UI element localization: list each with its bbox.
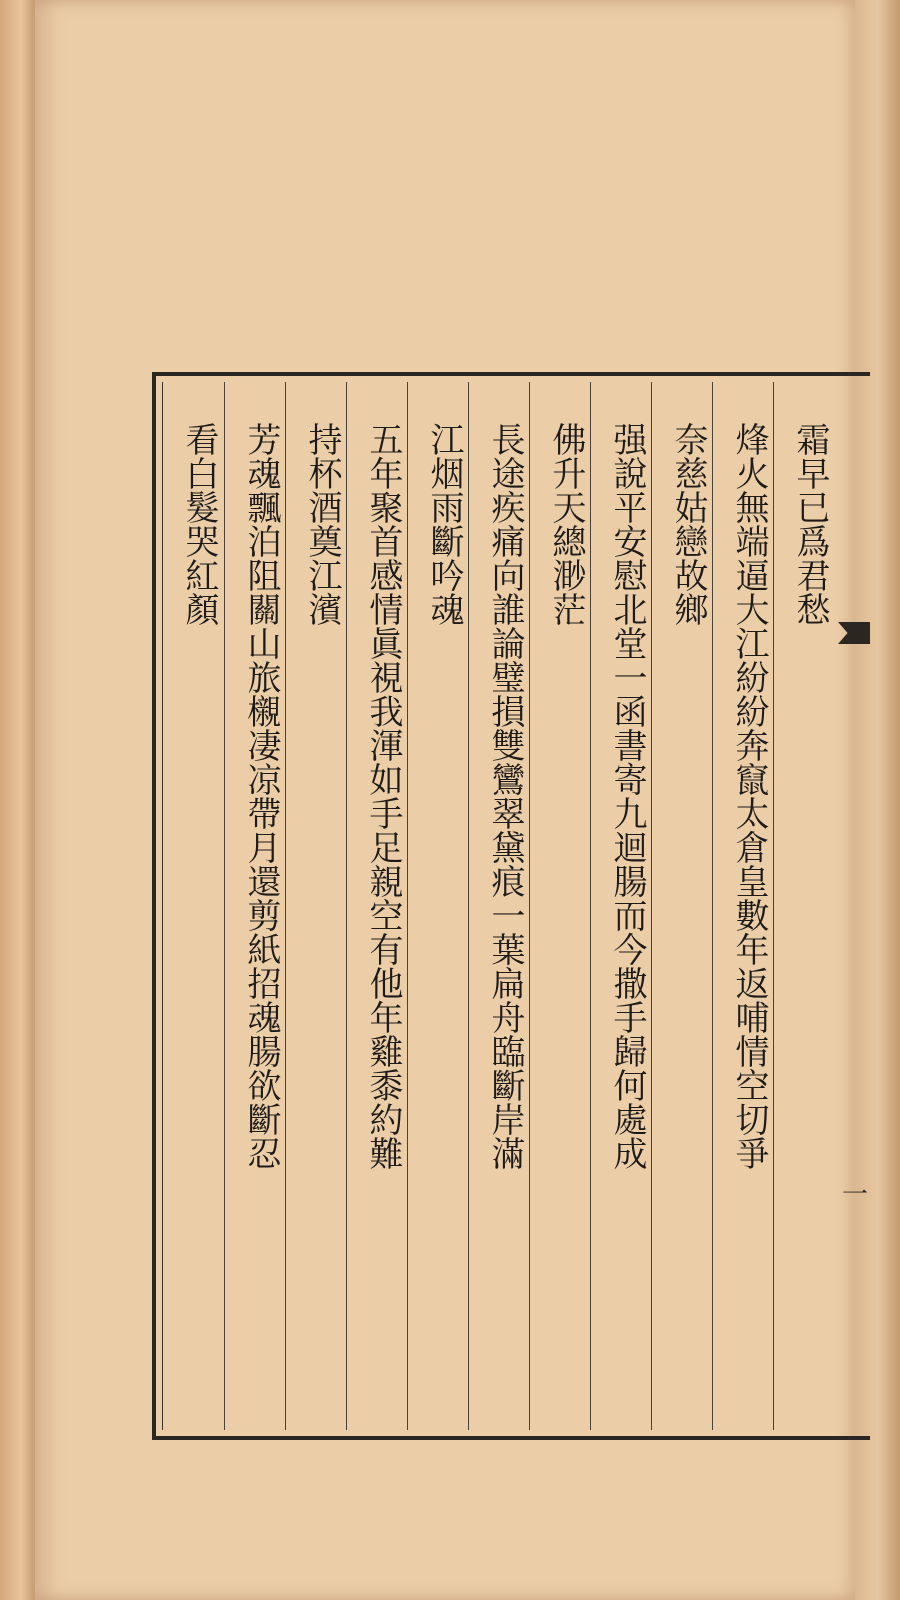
text-column-2 [712,382,773,1430]
text-column-3 [651,382,712,1430]
text-column-11 [163,382,224,1430]
column-text: 强說平安慰北堂一函書寄九迴腸而今撒手歸何處成 [607,422,647,1170]
column-text: 長途疾痛向誰論璧損雙鸞翠黛痕一葉扁舟臨斷岸滿 [485,422,525,1170]
column-text: 看白髮哭紅顏 [179,422,219,626]
leaf-number: 一 [841,1180,868,1210]
column-text: 奈慈姑戀故鄉 [668,422,708,626]
text-column-5 [529,382,590,1430]
column-text: 霜早已爲君愁 [790,422,830,626]
text-column-1 [773,382,834,1430]
book-spine-left [0,0,35,1600]
column-text: 江烟雨斷吟魂 [424,422,464,626]
text-column-8 [346,382,407,1430]
text-frame-inner [162,382,870,1430]
text-column-6 [468,382,529,1430]
text-column-7 [407,382,468,1430]
column-text: 烽火無端逼大江紛紛奔竄太倉皇數年返哺情空切爭 [729,422,769,1170]
column-text: 芳魂飄泊阻關山旅櫬凄凉帶月還剪紙招魂腸欲斷忍 [241,422,281,1170]
column-text: 持杯酒奠江濱 [302,422,342,626]
text-frame [152,372,870,1440]
text-column-9 [285,382,346,1430]
column-text: 五年聚首感情眞視我渾如手足親空有他年雞黍約難 [363,422,403,1170]
column-text: 佛升天總渺茫 [546,422,586,626]
text-column-4 [590,382,651,1430]
text-column-10 [224,382,285,1430]
